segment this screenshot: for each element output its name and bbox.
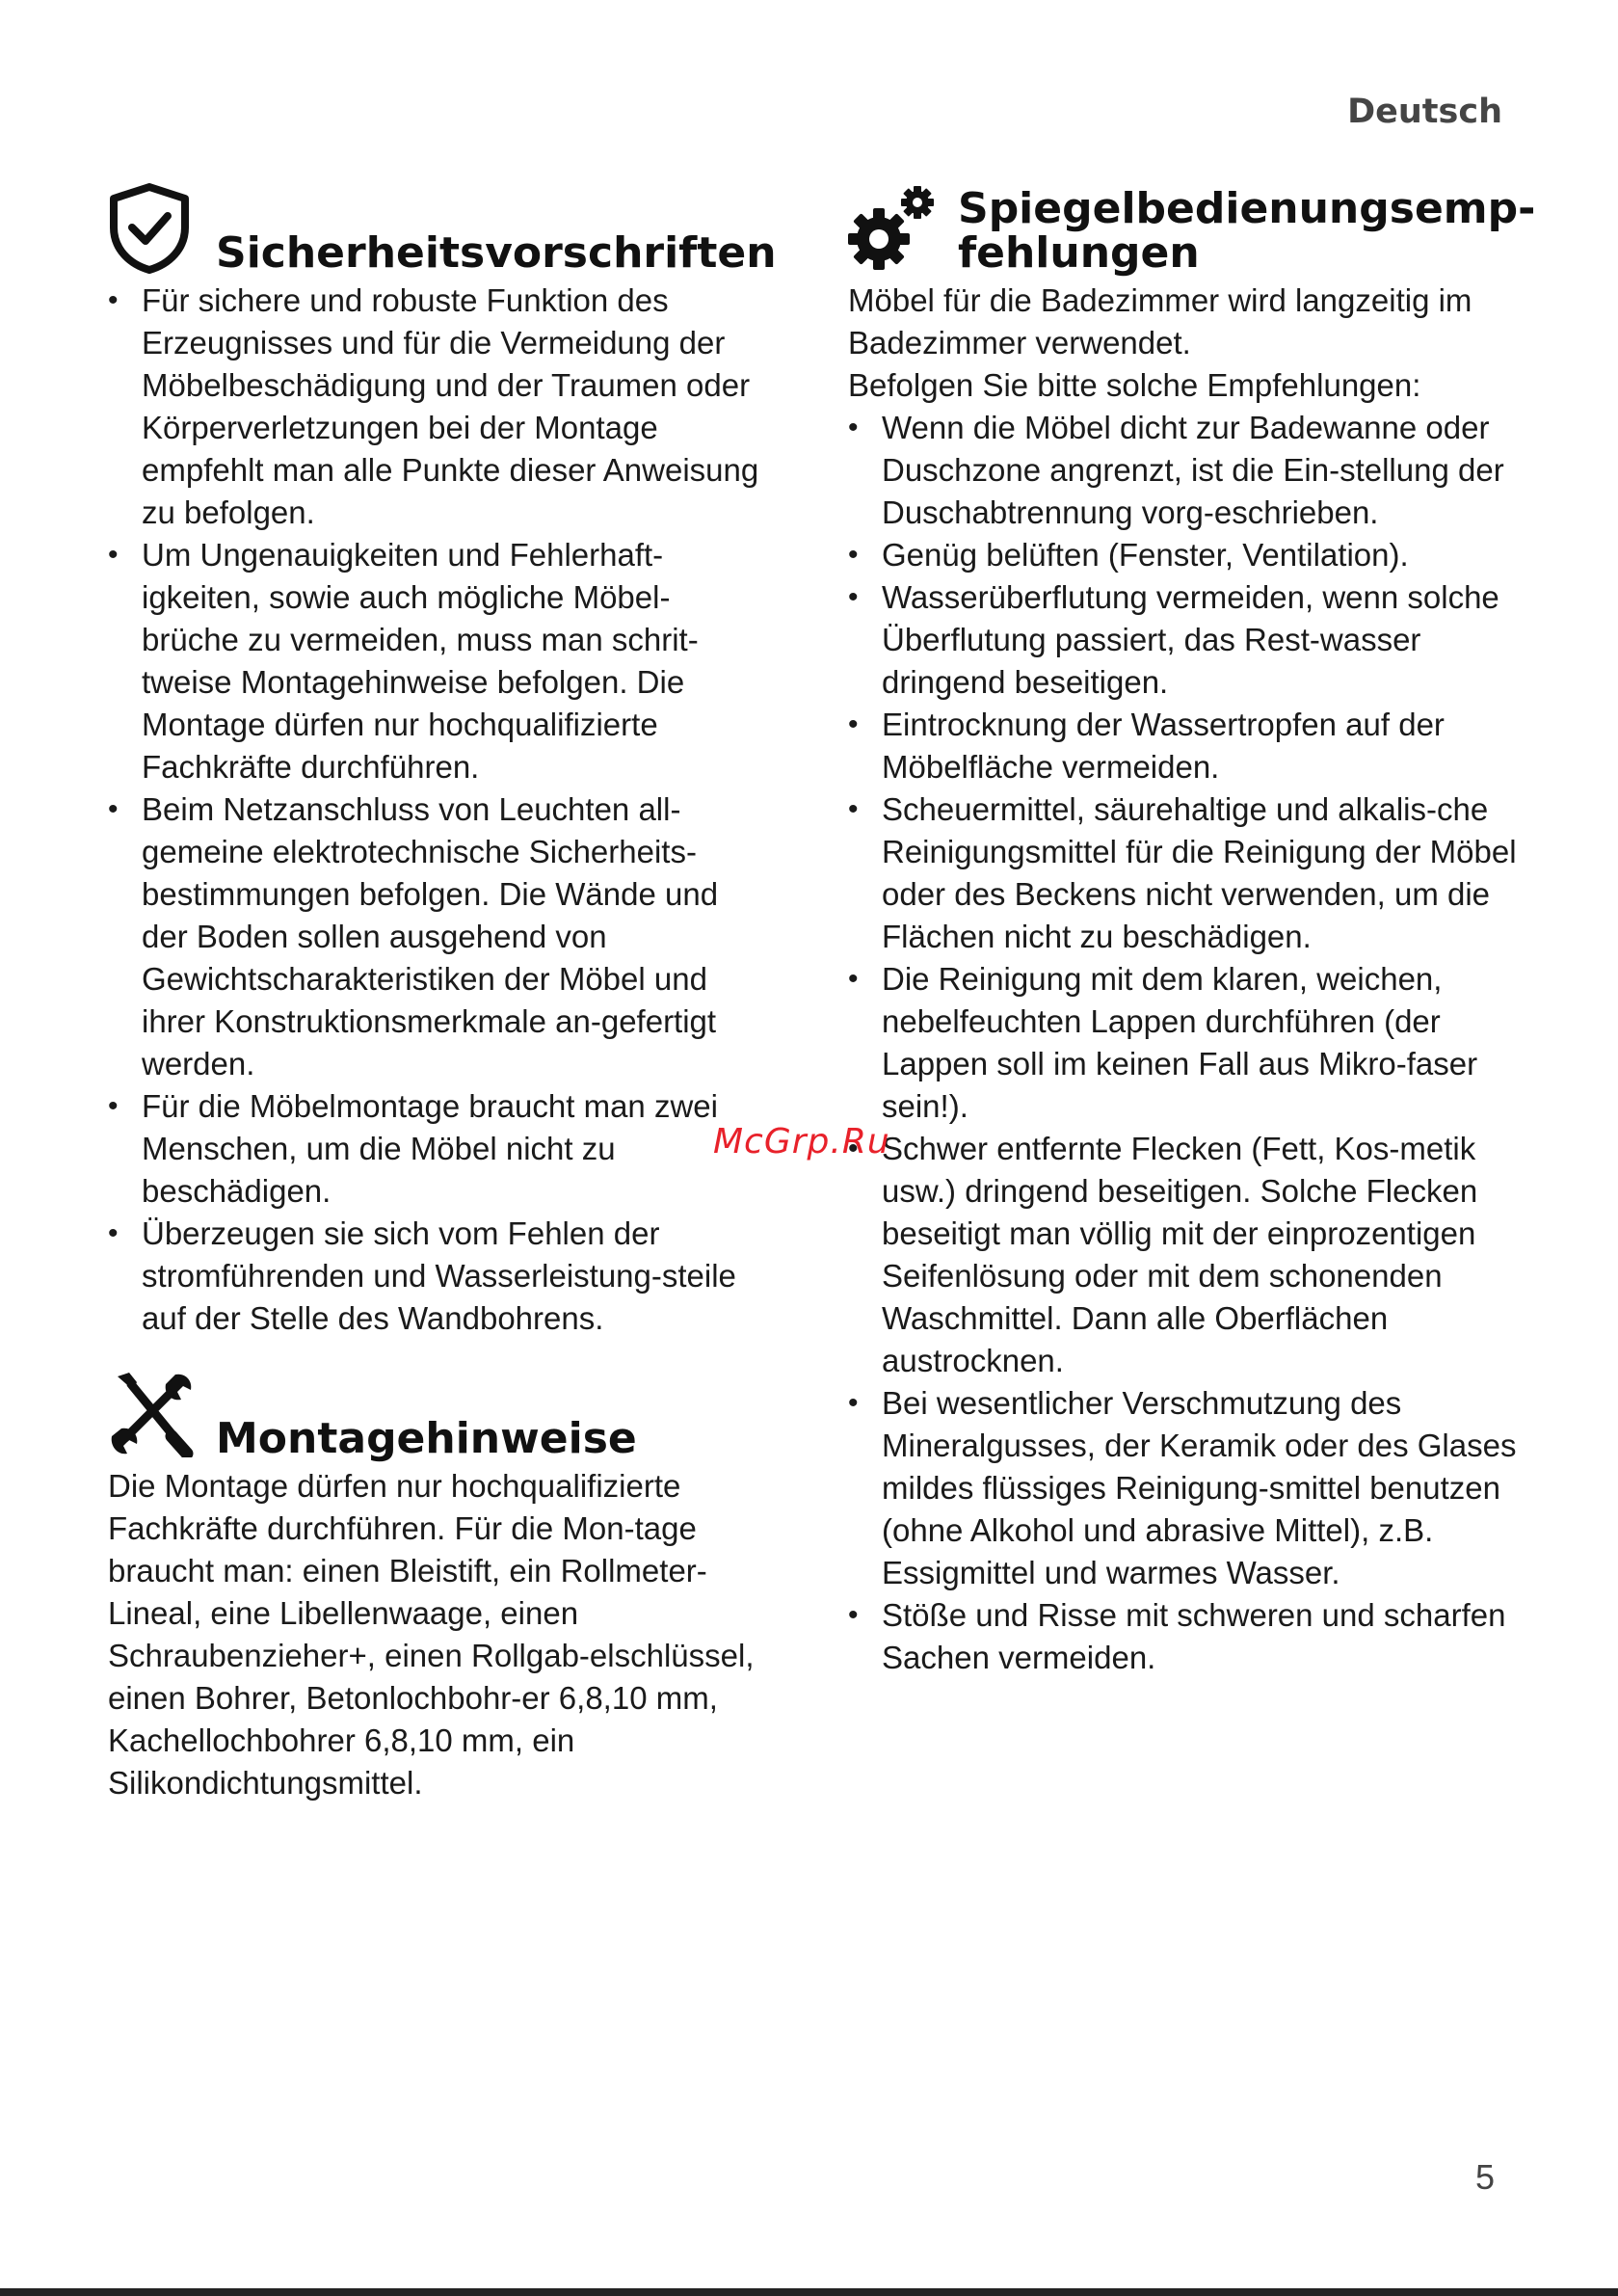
list-item: • Für die Möbelmontage braucht man zwei Menschen, um die Möbel nicht zu beschädigen. xyxy=(108,1085,763,1213)
list-item: • Schwer entfernte Flecken (Fett, Kos-metik usw.) dringend beseitigen. Solche Flecken beseitigt man völlig mit der einprozentigen Seifenlösung oder mit dem schonenden Waschmittel. Dann alle Oberflächen austrocknen. xyxy=(848,1128,1523,1382)
bottom-rule xyxy=(0,2288,1618,2296)
list-item: • Scheuermittel, säurehaltige und alkalis-che Reinigungsmittel für die Reinigung der Möbel oder des Beckens nicht verwenden, um die Flächen nicht zu beschädigen. xyxy=(848,788,1523,958)
language-label: Deutsch xyxy=(1347,93,1502,131)
list-item: • Die Reinigung mit dem klaren, weichen, nebelfeuchten Lappen durchführen (der Lappen soll im keinen Fall aus Mikro-faser sein!). xyxy=(848,958,1523,1128)
right-column xyxy=(848,183,1536,1679)
safety-title: Sicherheitsvorschriften xyxy=(216,228,777,278)
care-intro: Möbel für die Badezimmer wird langzeitig im Badezimmer verwendet. xyxy=(848,282,1472,360)
assembly-heading xyxy=(108,1369,763,1465)
care-heading xyxy=(848,183,1536,280)
list-item: • Beim Netzanschluss von Leuchten all-gemeine elektrotechnische Sicherheits-bestimmungen befolgen. Die Wände und der Boden sollen ausgehend von Gewichtscharakteristiken der Möbel und ihrer Konstruktionsmerkmale an-gefertigt werden. xyxy=(108,788,763,1085)
list-item: • Für sichere und robuste Funktion des Erzeugnisses und für die Vermeidung der Möbelbeschädigung und der Traumen oder Körperverletzungen bei der Montage empfehlt man alle Punkte dieser Anweisung zu befolgen. xyxy=(108,280,763,534)
care-title-line2: fehlungen xyxy=(958,228,1200,278)
page-number: 5 xyxy=(1474,2157,1495,2197)
list-item: • Stöße und Risse mit schweren und scharfen Sachen vermeiden. xyxy=(848,1594,1523,1679)
list-item: • Überzeugen sie sich vom Fehlen der stromführenden und Wasserleistung-steile auf der Stelle des Wandbohrens. xyxy=(108,1213,763,1340)
list-item: • Wenn die Möbel dicht zur Badewanne oder Duschzone angrenzt, ist die Ein-stellung der Duschabtrennung vorg-eschrieben. xyxy=(848,407,1523,534)
care-list xyxy=(848,407,1523,1679)
list-item: • Wasserüberflutung vermeiden, wenn solche Überflutung passiert, das Rest-wasser dringend beseitigen. xyxy=(848,576,1523,704)
assembly-title: Montagehinweise xyxy=(216,1414,637,1463)
care-intro-2: Befolgen Sie bitte solche Empfehlungen: xyxy=(848,367,1421,403)
left-column xyxy=(108,183,777,1804)
list-item: • Eintrocknung der Wassertropfen auf der Möbelfläche vermeiden. xyxy=(848,704,1523,788)
shield-check-icon xyxy=(108,183,191,274)
care-title xyxy=(958,184,1536,278)
safety-list xyxy=(108,280,763,1340)
assembly-text: Die Montage dürfen nur hochqualifizierte Fachkräfte durchführen. Für die Mon-tage braucht man: einen Bleistift, ein Rollmeter-Lineal, eine Libellenwaage, einen Schraubenzieher+, einen Rollgab-elschlüssel, einen Bohrer, Betonlochbohr-er 6,8,10 mm, Kachellochbohrer 6,8,10 mm, ein Silikondichtungsmittel. xyxy=(108,1468,755,1801)
list-item: • Um Ungenauigkeiten und Fehlerhaft-igkeiten, sowie auch mögliche Möbel-brüche zu vermeiden, muss man schrit-tweise Montagehinweise befolgen. Die Montage dürfen nur hochqualifizierte Fachkräfte durchführen. xyxy=(108,534,763,788)
wrench-screwdriver-icon xyxy=(108,1369,197,1457)
list-item: • Bei wesentlicher Verschmutzung des Mineralgusses, der Keramik oder des Glases mildes flüssiges Reinigung-smittel benutzen (ohne Alkohol und abrasive Mittel), z.B. Essigmittel und warmes Wasser. xyxy=(848,1382,1523,1594)
watermark: McGrp.Ru xyxy=(713,1122,890,1161)
list-item: • Genüg belüften (Fenster, Ventilation). xyxy=(848,534,1523,576)
care-title-line1: Spiegelbedienungsemp- xyxy=(958,184,1536,233)
gears-icon xyxy=(848,185,941,278)
safety-heading xyxy=(108,183,777,280)
